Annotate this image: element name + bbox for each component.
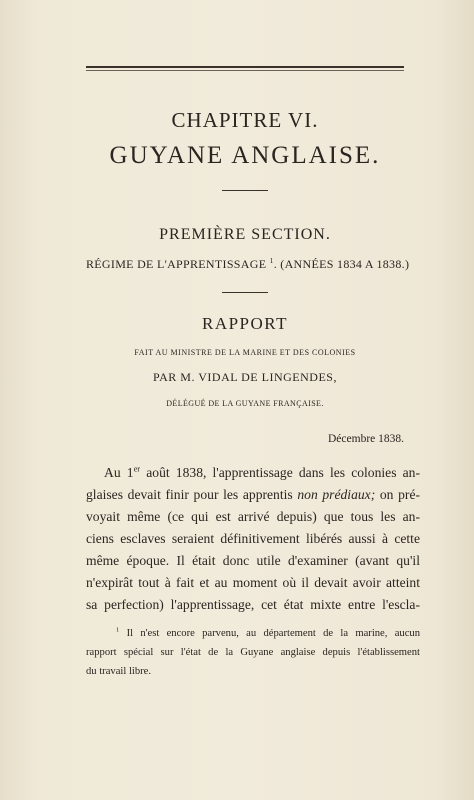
header-rule-thin: [86, 70, 404, 71]
chapter-title: CHAPITRE VI.: [171, 108, 319, 132]
body-line: ciens esclaves seraient définitivement libérés aussi à cette: [86, 531, 420, 546]
footnote-marker: 1: [116, 626, 120, 634]
footnote-line: du travail libre.: [86, 666, 152, 677]
report-author: PAR M. VIDAL DE LINGENDES,: [153, 370, 337, 384]
divider-rule: [222, 190, 268, 191]
body-text: Au 1: [104, 465, 134, 480]
body-line: voyait même (ce qui est arrivé depuis) que tous les an-: [86, 509, 420, 524]
body-line: n'expirât tout à fait et au moment où il devait avoir atteint: [86, 575, 420, 590]
regime-title-line: [86, 256, 410, 272]
regime-years: . (ANNÉES 1834 A 1838.): [273, 257, 410, 271]
body-line: même époque. Il était donc utile d'examiner (avant qu'il: [86, 553, 420, 568]
report-author-role: DÉLÉGUÉ DE LA GUYANE FRANÇAISE.: [166, 399, 324, 408]
report-date: Décembre 1838.: [328, 433, 404, 445]
regime-title: RÉGIME DE L'APPRENTISSAGE: [86, 257, 267, 271]
divider-rule: [222, 292, 268, 293]
report-title: RAPPORT: [201, 314, 288, 333]
body-line: [104, 462, 420, 484]
section-title: PREMIÈRE SECTION.: [159, 226, 331, 243]
footnote-line: rapport spécial sur l'état de la Guyane anglaise depuis l'établissement: [86, 647, 420, 658]
country-title: GUYANE ANGLAISE.: [109, 142, 381, 169]
body-text: on pré-: [375, 487, 421, 502]
body-text: août 1838, l'apprentissage dans les colonies an-: [140, 465, 420, 480]
body-line: sa perfection) l'apprentissage, cet état mixte entre l'escla-: [86, 597, 420, 612]
superscript: er: [133, 463, 141, 474]
footnote-text: Il n'est encore parvenu, au département de la marine, aucun: [119, 628, 420, 639]
italic-text: non prédiaux;: [297, 487, 376, 502]
report-subtitle: FAIT AU MINISTRE DE LA MARINE ET DES COLONIES: [134, 348, 356, 357]
header-rule: [86, 66, 404, 68]
body-line: [86, 484, 420, 506]
footnote-ref: 1: [269, 256, 274, 265]
footnote-line: [116, 624, 420, 643]
body-text: glaises devait finir pour les apprentis: [86, 487, 298, 502]
